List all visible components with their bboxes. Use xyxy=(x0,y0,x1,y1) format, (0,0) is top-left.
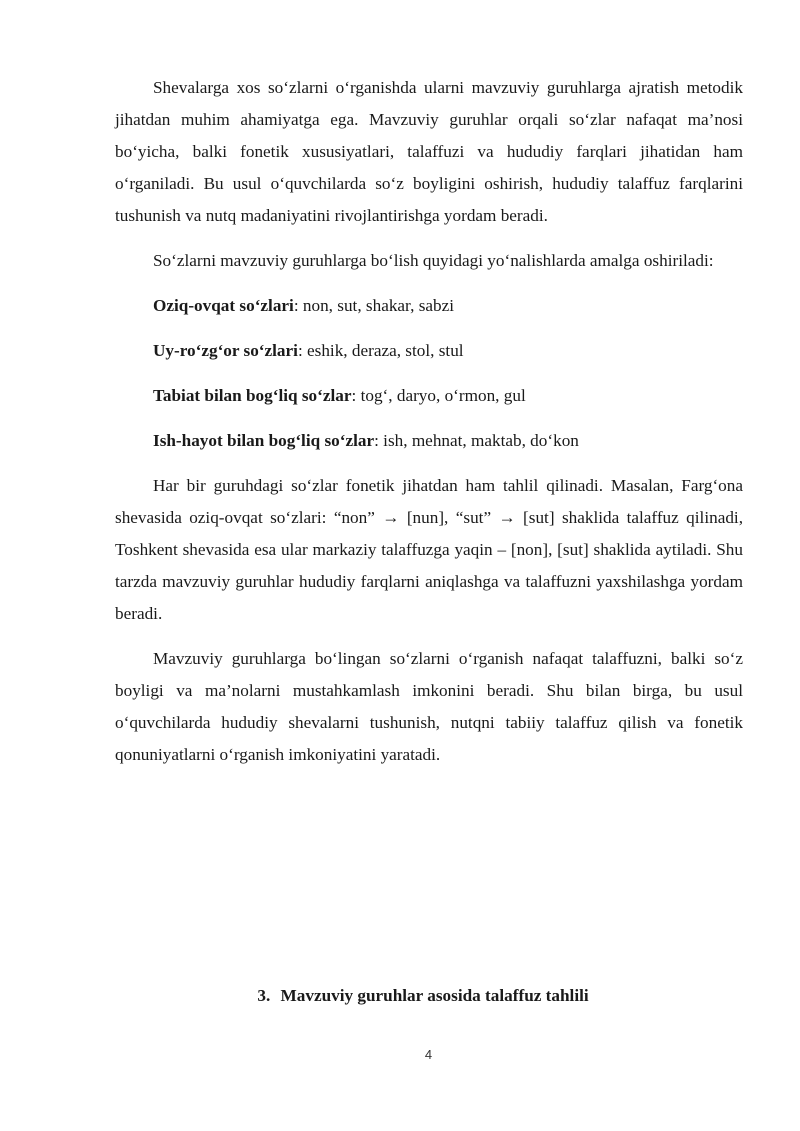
section-number: 3. xyxy=(257,986,271,1005)
paragraph-groups-lead: So‘zlarni mavzuviy guruhlarga bo‘lish quyidagi yo‘nalishlarda amalga oshiriladi: xyxy=(153,251,714,270)
paragraph-intro: Shevalarga xos so‘zlarni o‘rganishda ularni mavzuviy guruhlarga ajratish metodik jihatdan muhim ahamiyatga ega. Mavzuviy guruhlar orqali so‘zlar nafaqat ma’nosi bo‘yicha, balki fonetik xususiyatlari, talaffuzi va hududiy farqlari jihatidan ham o‘rganiladi. Bu usul o‘quvchilarda so‘z boyligini oshirish, hududiy talaffuz farqlarini tushunish va nutq madaniyatini rivojlantirishga yordam beradi. xyxy=(115,78,743,225)
group-words: : eshik, deraza, stol, stul xyxy=(297,341,464,360)
group-label: Tabiat bilan bog‘liq so‘zlar xyxy=(153,386,352,405)
group-item-work-life xyxy=(115,425,743,457)
group-words: : non, sut, shakar, sabzi xyxy=(293,296,455,315)
group-words: : ish, mehnat, maktab, do‘kon xyxy=(374,431,579,450)
group-label: Ish-hayot bilan bog‘liq so‘zlar xyxy=(153,431,375,450)
page-number: 4 xyxy=(424,1047,433,1062)
group-label: Uy-ro‘zg‘or so‘zlari xyxy=(153,341,298,360)
paragraph-phonetic-analysis: Har bir guruhdagi so‘zlar fonetik jihatdan ham tahlil qilinadi. Masalan, Farg‘ona shevasida oziq-ovqat so‘zlari: “non” → [nun], “sut” → [sut] shaklida talaffuz qilinadi, Toshkent shevasida esa ular markaziy talaffuzga yaqin – [non], [sut] shaklida aytiladi. Shu tarzda mavzuviy guruhlar hududiy farqlarni aniqlashga va talaffuzni yaxshilashga yordam beradi. xyxy=(115,476,743,623)
body-text xyxy=(115,72,743,784)
section-title: Mavzuviy guruhlar asosida talaffuz tahlili xyxy=(280,986,589,1005)
paragraph-conclusion: Mavzuviy guruhlarga bo‘lingan so‘zlarni o‘rganish nafaqat talaffuzni, balki so‘z boyligi va ma’nolarni mustahkamlash imkonini beradi. Shu bilan birga, bu usul o‘quvchilarda hududiy shevalarni tushunish, nutqni tabiiy talaffuz qilish va fonetik qonuniyatlarni o‘rganish imkoniyatini yaratadi. xyxy=(115,649,743,764)
group-item-food xyxy=(115,290,743,322)
group-words: : tog‘, daryo, o‘rmon, gul xyxy=(351,386,526,405)
section-heading xyxy=(0,980,800,1012)
group-label: Oziq-ovqat so‘zlari xyxy=(153,296,294,315)
group-item-household xyxy=(115,335,743,367)
group-item-nature xyxy=(115,380,743,412)
